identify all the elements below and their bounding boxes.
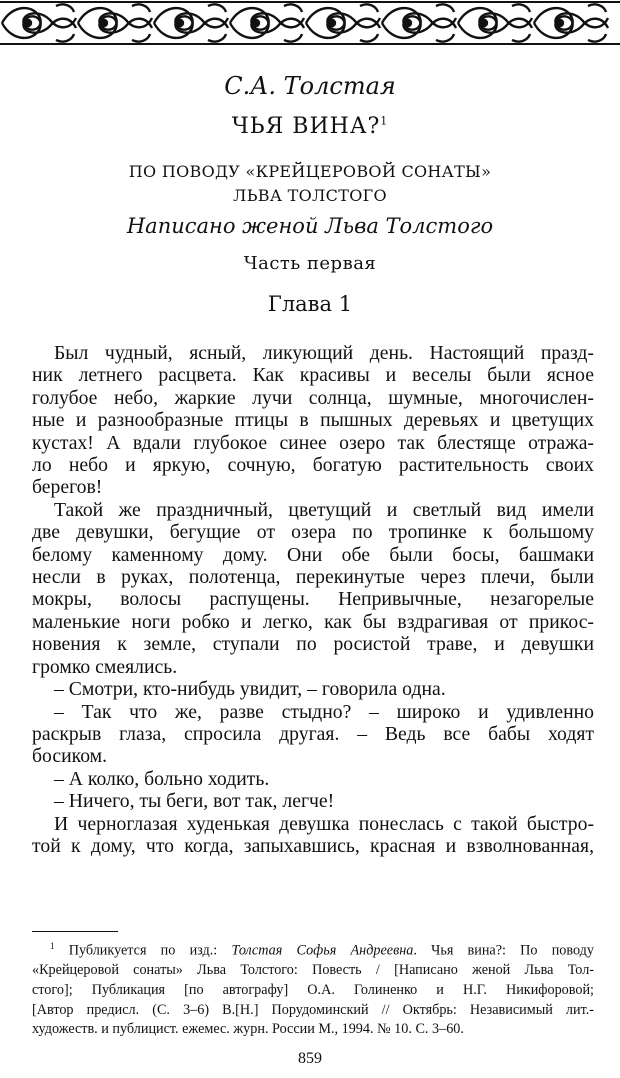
- footnote-line: [Автор предисл. (С. 3–6) В.[Н.] Порудоминский // Октябрь: Независимый лит.-: [32, 1001, 594, 1018]
- body-line: мокры, волосы распущены. Непривычные, незагорелые: [32, 588, 594, 611]
- subtitle: [0, 160, 620, 208]
- footnote: [32, 937, 594, 1040]
- body-line: Был чудный, ясный, ликующий день. Настоящий празд-: [54, 342, 594, 364]
- body-line: раскрыв глаза, спросила другая. – Ведь все бабы ходят: [32, 722, 594, 745]
- title-text: ЧЬЯ ВИНА?: [231, 114, 381, 139]
- body-line: той к дому, что когда, запыхавшись, красная и взволнованная,: [32, 834, 594, 857]
- body-line: новения к земле, ступали по росистой траве, и девушки: [32, 633, 594, 656]
- subtitle-line-2: ЛЬВА ТОЛСТОГО: [233, 186, 387, 205]
- footnote-divider: [32, 931, 118, 932]
- body-text: [32, 342, 594, 857]
- body-line: берегов!: [32, 476, 103, 499]
- body-line: голубое небо, жаркие лучи солнца, шумные, многочислен-: [32, 386, 594, 409]
- body-line: – Так что же, разве стыдно? – широко и удивленно: [54, 700, 594, 723]
- page-number: 859: [298, 1050, 322, 1067]
- footnote-line: «Крейцеровой сонаты» Льва Толстого: Повесть / [Написано женой Льва Тол-: [32, 962, 594, 979]
- footnote-text: Публикуется по изд.:: [68, 942, 232, 959]
- body-line: – Ничего, ты беги, вот так, легче!: [54, 790, 335, 813]
- subtitle-line-1: ПО ПОВОДУ «КРЕЙЦЕРОВОЙ СОНАТЫ»: [128, 162, 492, 181]
- body-line: И черноглазая худенькая девушка понеслась с такой быстро-: [54, 812, 594, 835]
- chapter-heading: Глава 1: [267, 292, 353, 316]
- footnote-line: [32, 937, 594, 961]
- body-line: две девушки, бегущие от озера по тропинке к большому: [32, 521, 594, 544]
- body-line: несли в руках, полотенца, перекинутые через плечи, были: [32, 566, 594, 589]
- author-name: С.А. Толстая: [224, 72, 396, 100]
- body-line: кустах! А вдали глубокое синее озеро так блестяще отража-: [32, 431, 594, 454]
- body-line: Такой же праздничный, цветущий и светлый вид имели: [54, 498, 594, 521]
- body-line: громко смеялись.: [32, 655, 178, 678]
- decorative-ornament-border: [0, 0, 620, 46]
- subtitle-italic: Написано женой Льва Толстого: [126, 214, 494, 238]
- body-line: ные и разнообразные птицы в пышных деревьях и цветущих: [32, 409, 594, 432]
- footnote-line: стого]; Публикация [по автографу] О.А. Голиненко и Н.Г. Никифоровой;: [32, 981, 594, 998]
- work-title: [0, 114, 620, 139]
- body-line: белому каменному дому. Они обе были босы, башмаки: [32, 543, 594, 566]
- part-heading: Часть первая: [243, 253, 377, 274]
- title-footnote-marker: 1: [380, 114, 389, 128]
- body-line: ло небо и яркую, сочную, богатую растительность своих: [32, 454, 594, 477]
- body-line: маленькие ноги робко и легко, как бы вздрагивая от прикос-: [32, 610, 594, 633]
- body-line: – Смотри, кто-нибудь увидит, – говорила одна.: [54, 678, 446, 701]
- body-line: босиком.: [32, 745, 108, 768]
- body-line: – А колко, больно ходить.: [54, 767, 270, 790]
- footnote-author-italic: Толстая Софья Андреевна: [231, 942, 414, 959]
- body-line: ник летнего расцвета. Как красивы и веселы были ясное: [32, 364, 594, 387]
- footnote-marker: 1: [50, 941, 55, 951]
- footnote-text: . Чья вина?: По поводу: [413, 942, 594, 959]
- footnote-line: художеств. и публицист. ежемес. журн. России М., 1994. № 10. С. 3–60.: [32, 1021, 464, 1038]
